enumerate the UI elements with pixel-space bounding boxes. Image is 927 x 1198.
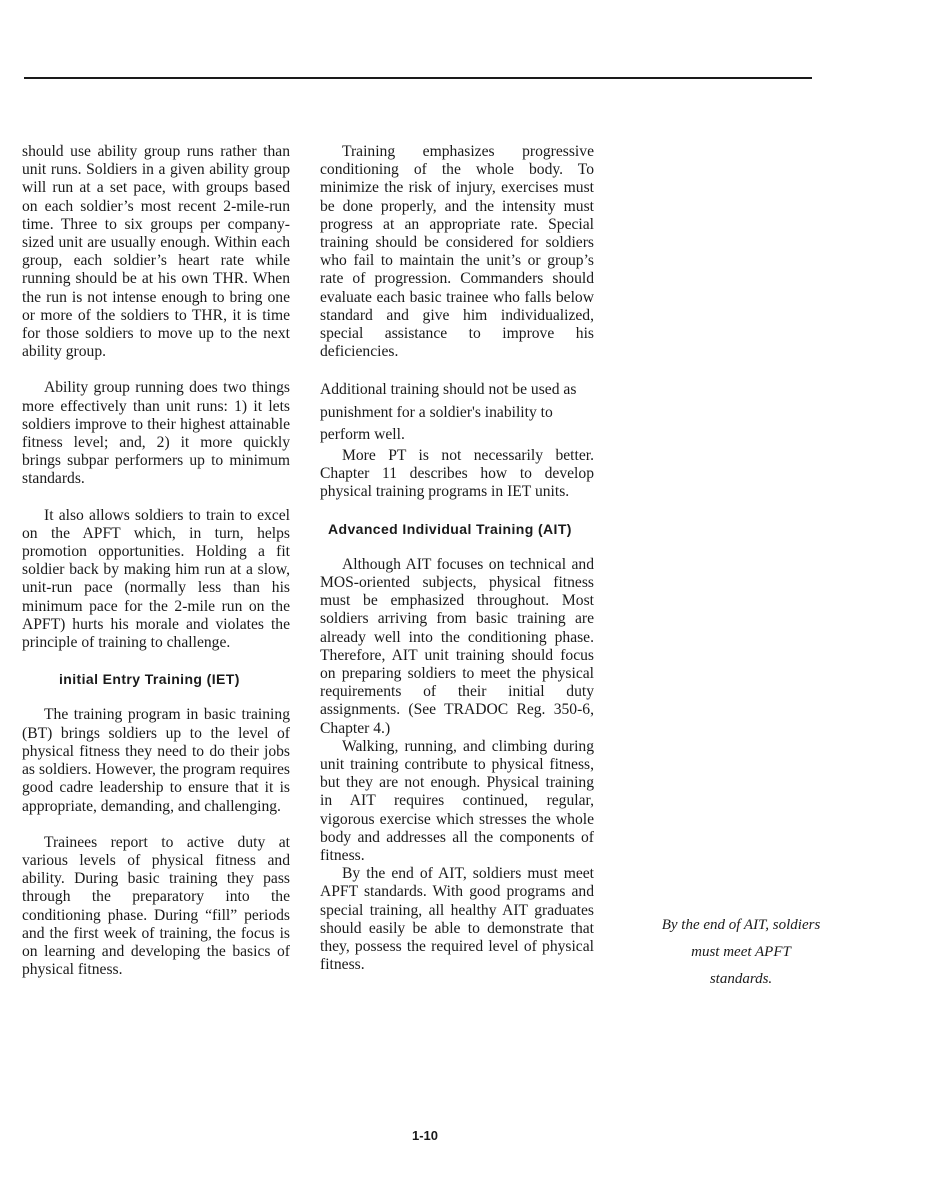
- paragraph-basic-training: The training program in basic training (BT) brings soldiers up to the level of physical fitness they need to do their jobs as soldiers. However, the program requires good cadre leadership to ensure that it is appropriate, demanding, and challenging.: [22, 706, 290, 815]
- paragraph-progressive-conditioning: Training emphasizes progressive conditioning of the whole body. To minimize the risk of injury, exercises must be done properly, and the intensity must progress at an appropriate rate. Special training should be considered for soldiers who fail to maintain the unit’s or group’s rate of progression. Commanders should evaluate each basic trainee who falls below standard and give him individualized, special assistance to improve his deficiencies.: [320, 143, 594, 361]
- sidebar-note: By the end of AIT, soldiers must meet APFT standards.: [661, 917, 821, 987]
- paragraph-ait-focus: Although AIT focuses on technical and MOS-oriented subjects, physical fitness must be emphasized throughout. Most soldiers arriving from basic training are already well into the conditioning phase. Therefore, AIT unit training should focus on preparing soldiers to meet the physical requirements of their initial duty assignments. (See TRADOC Reg. 350-6, Chapter 4.): [320, 555, 594, 737]
- paragraph-trainees-report: Trainees report to active duty at various levels of physical fitness and ability. During basic training they pass through the preparatory into the conditioning phase. During “fill” periods and the first week of training, the focus is on learning and developing the basics of physical fitness.: [22, 833, 290, 979]
- page-number: 1-10: [412, 1128, 439, 1143]
- section-heading-ait: Advanced Individual Training (AIT): [328, 520, 572, 537]
- paragraph-additional-training: Additional training should not be used as punishment for a soldier's inability to perform well.: [320, 381, 577, 444]
- paragraph-end-of-ait: By the end of AIT, soldiers must meet APFT standards. With good programs and special training, all healthy AIT graduates should easily be able to demonstrate that they, possess the required level of physical fitness.: [320, 865, 594, 974]
- paragraph-walking-running: Walking, running, and climbing during unit training contribute to physical fitness, but they are not enough. Physical training in AIT requires continued, regular, vigorous exercise which stresses the whole body and addresses all the components of fitness.: [320, 737, 594, 864]
- header-rule: [24, 77, 812, 79]
- middle-column: [320, 143, 594, 974]
- left-column: [22, 143, 290, 979]
- paragraph-ability-group-benefits: Ability group running does two things more effectively than unit runs: 1) it lets soldiers improve to their highest attainable fitness level; and, 2) it more quickly brings subpar performers up to minimum standards.: [22, 379, 290, 488]
- paragraph-more-pt: More PT is not necessarily better. Chapter 11 describes how to develop physical training programs in IET units.: [320, 446, 594, 501]
- paragraph-ability-group-runs: should use ability group runs rather than unit runs. Soldiers in a given ability group will run at a set pace, with groups based on each soldier’s most recent 2-mile-run time. Three to six groups per company-sized unit are usually enough. Within each group, each soldier’s heart rate while running should be at his own THR. When the run is not intense enough to bring one or more of the soldiers to THR, it is time for those soldiers to move up to the next ability group.: [22, 143, 290, 361]
- paragraph-apft-excel: It also allows soldiers to train to excel on the APFT which, in turn, helps promotion opportunities. Holding a fit soldier back by making him run at a slow, unit-run pace (normally less than his minimum pace for the 2-mile run on the APFT) hurts his morale and violates the principle of training to challenge.: [22, 506, 290, 652]
- section-heading-iet: initial Entry Training (IET): [59, 671, 240, 688]
